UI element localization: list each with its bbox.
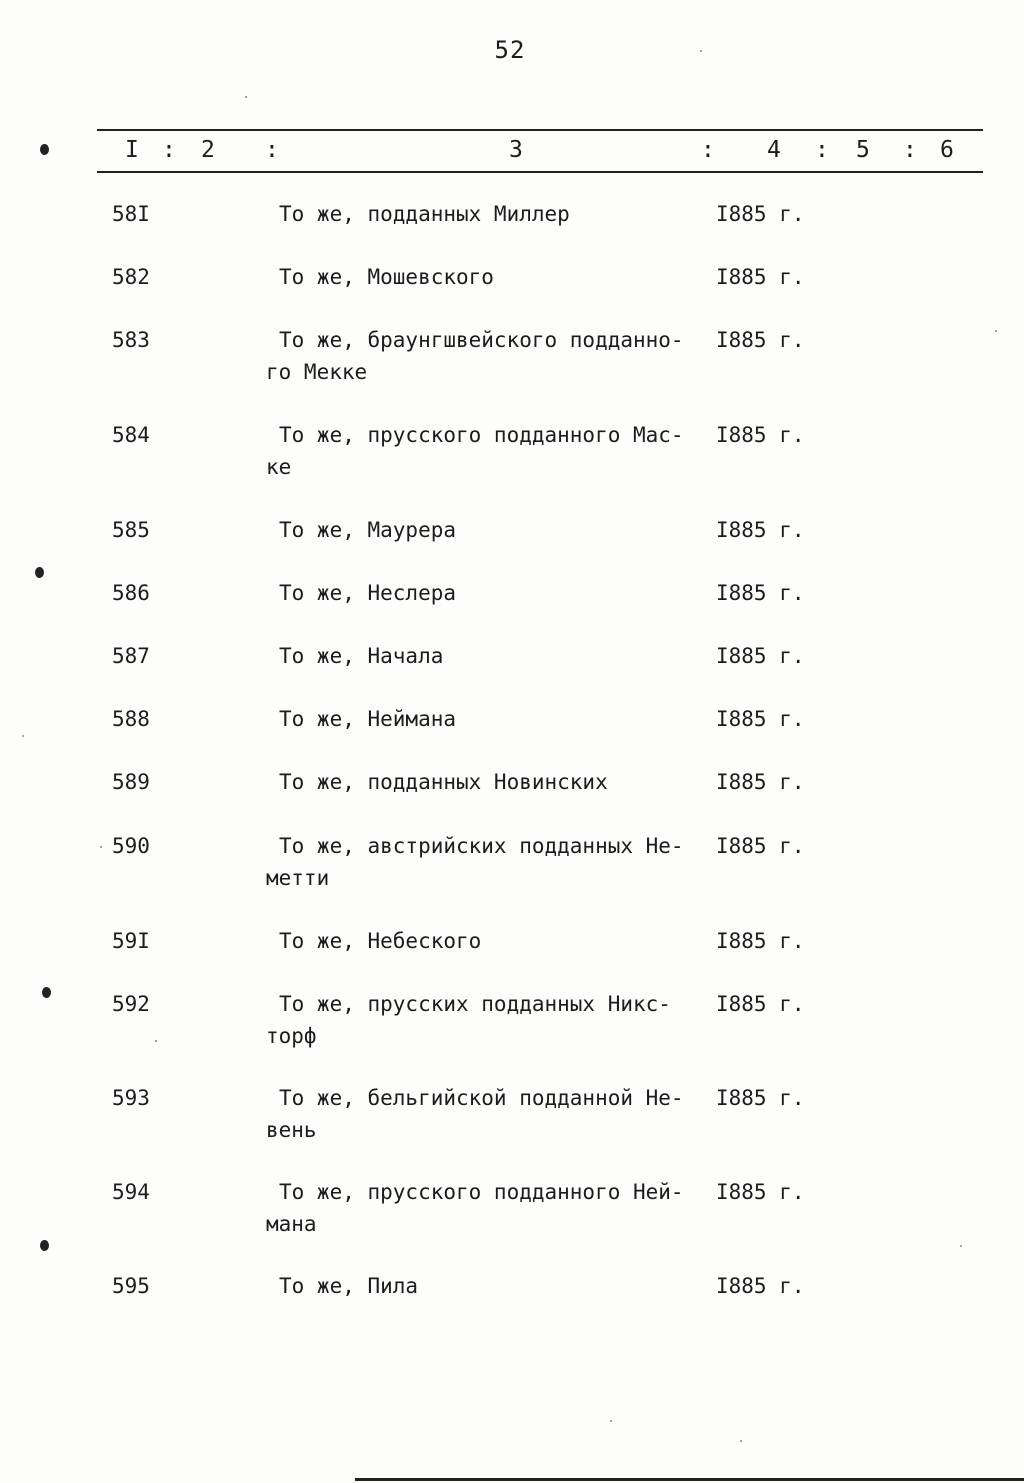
header-separator: : <box>701 137 715 163</box>
row-description: То же, Маурера <box>279 518 457 542</box>
binder-hole-icon <box>40 1240 49 1251</box>
row-description: То же, прусского подданного Мас- ке <box>266 423 684 479</box>
header-separator: : <box>162 137 176 163</box>
row-description: То же, Небеского <box>279 929 482 953</box>
row-description: То же, Неймана <box>279 707 457 731</box>
row-number: 584 <box>112 423 150 447</box>
row-description: То же, прусского подданного Ней- мана <box>266 1180 684 1236</box>
scan-speck <box>960 1245 962 1247</box>
header-separator: : <box>265 137 279 163</box>
scan-speck <box>610 1420 612 1422</box>
row-description: То же, браунгшвейского подданно- го Мекке <box>266 328 684 384</box>
header-separator: : <box>903 137 917 163</box>
table-top-rule <box>97 129 983 131</box>
row-year: I885 г. <box>716 1180 805 1204</box>
scan-speck <box>100 846 102 848</box>
row-year: I885 г. <box>716 1274 805 1298</box>
row-number: 588 <box>112 707 150 731</box>
row-number: 592 <box>112 992 150 1016</box>
header-col-6: 6 <box>940 137 954 163</box>
row-number: 587 <box>112 644 150 668</box>
table-header-rule <box>97 171 983 173</box>
row-number: 582 <box>112 265 150 289</box>
row-year: I885 г. <box>716 328 805 352</box>
row-description: То же, Мошевского <box>279 265 494 289</box>
row-year: I885 г. <box>716 992 805 1016</box>
row-description: То же, подданных Миллер <box>279 202 570 226</box>
row-description: То же, бельгийской подданной Не- вень <box>266 1086 684 1142</box>
header-col-2: 2 <box>201 137 215 163</box>
row-description: То же, австрийских подданных Не- метти <box>266 834 684 890</box>
row-year: I885 г. <box>716 265 805 289</box>
row-number: 593 <box>112 1086 150 1110</box>
scan-speck <box>155 1040 157 1042</box>
row-year: I885 г. <box>716 518 805 542</box>
row-description: То же, подданных Новинских <box>279 770 608 794</box>
scan-speck <box>700 50 702 52</box>
row-year: I885 г. <box>716 707 805 731</box>
row-number: 589 <box>112 770 150 794</box>
binder-hole-icon <box>35 567 44 578</box>
header-col-4: 4 <box>767 137 781 163</box>
row-description: То же, Неслера <box>279 581 457 605</box>
row-description: То же, прусских подданных Никс- торф <box>266 992 671 1048</box>
row-description: То же, Пила <box>279 1274 419 1298</box>
row-number: 590 <box>112 834 150 858</box>
row-number: 594 <box>112 1180 150 1204</box>
row-year: I885 г. <box>716 834 805 858</box>
row-year: I885 г. <box>716 1086 805 1110</box>
row-number: 595 <box>112 1274 150 1298</box>
row-number: 585 <box>112 518 150 542</box>
row-year: I885 г. <box>716 770 805 794</box>
page-bottom-edge <box>355 1478 1024 1481</box>
row-number: 58I <box>112 202 150 226</box>
header-col-1: I <box>125 137 139 163</box>
binder-hole-icon <box>40 144 49 155</box>
header-col-5: 5 <box>856 137 870 163</box>
scan-speck <box>995 330 997 332</box>
row-year: I885 г. <box>716 202 805 226</box>
page-number: 52 <box>494 36 526 64</box>
table-header <box>97 137 983 167</box>
binder-hole-icon <box>42 987 51 998</box>
header-separator: : <box>815 137 829 163</box>
row-year: I885 г. <box>716 581 805 605</box>
scan-speck <box>245 96 247 98</box>
row-description: То же, Начала <box>279 644 444 668</box>
row-year: I885 г. <box>716 929 805 953</box>
header-col-3: 3 <box>509 137 523 163</box>
row-number: 59I <box>112 929 150 953</box>
row-year: I885 г. <box>716 423 805 447</box>
row-number: 586 <box>112 581 150 605</box>
scan-speck <box>22 735 24 737</box>
row-year: I885 г. <box>716 644 805 668</box>
row-number: 583 <box>112 328 150 352</box>
scan-speck <box>740 1440 742 1442</box>
